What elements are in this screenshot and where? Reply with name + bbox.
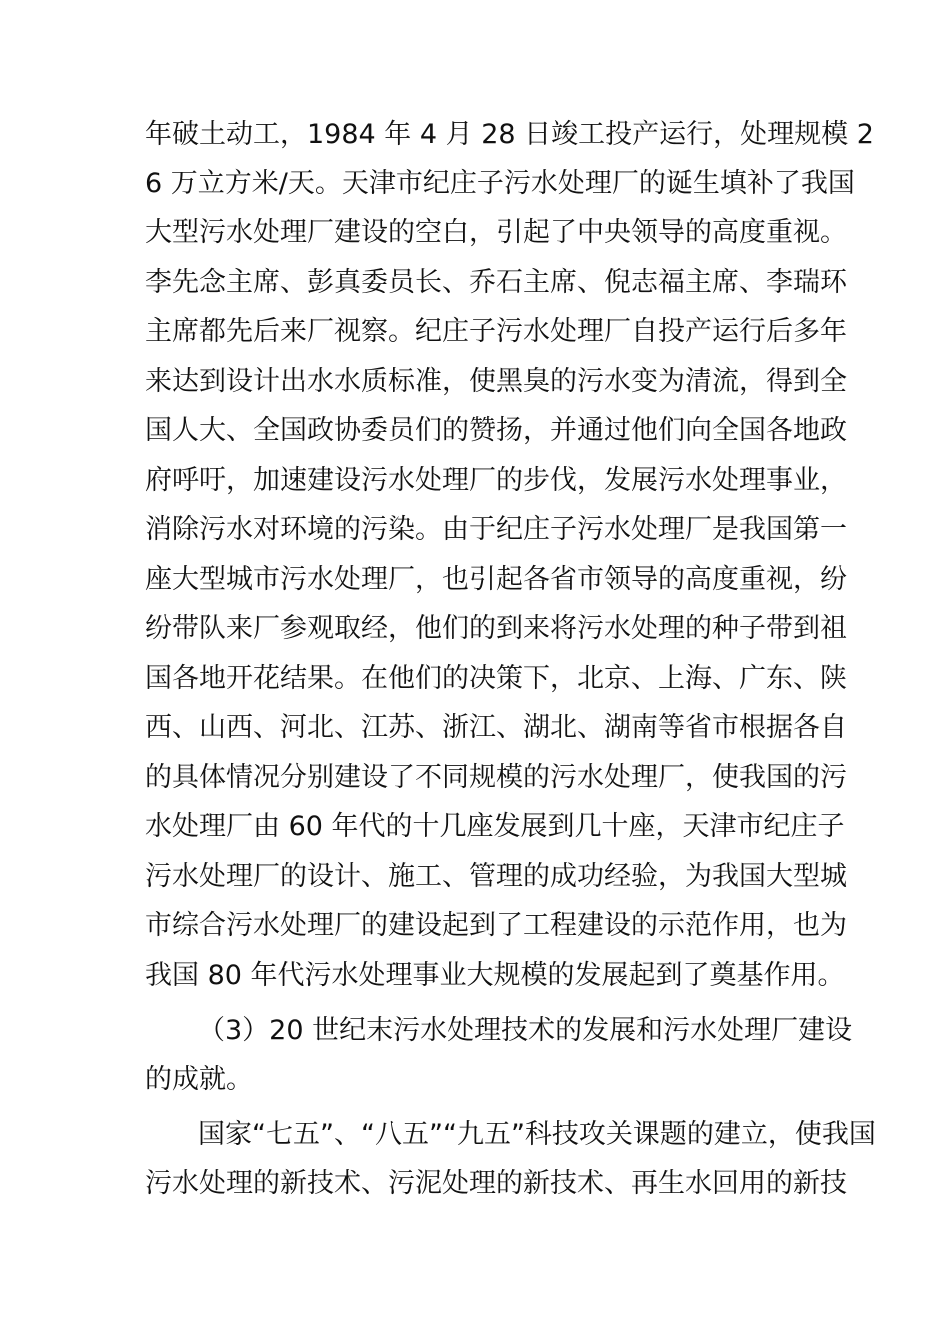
- body-text-line: 主席都先后来厂视察。纪庄子污水处理厂自投产运行后多年: [145, 316, 847, 347]
- body-text-line: 市综合污水处理厂的建设起到了工程建设的示范作用，也为: [145, 910, 847, 941]
- body-text-line: 水处理厂由 60 年代的十几座发展到几十座，天津市纪庄子: [145, 811, 845, 842]
- section-heading-line: 的成就。: [145, 1064, 253, 1095]
- section-heading-line: （3）20 世纪末污水处理技术的发展和污水处理厂建设: [198, 1015, 853, 1046]
- body-text-line: 府呼吁，加速建设污水处理厂的步伐，发展污水处理事业，: [145, 465, 847, 496]
- body-text-line: 大型污水处理厂建设的空白，引起了中央领导的高度重视。: [145, 217, 847, 248]
- body-text-line: 我国 80 年代污水处理事业大规模的发展起到了奠基作用。: [145, 960, 845, 991]
- body-text-line: 西、山西、河北、江苏、浙江、湖北、湖南等省市根据各自: [145, 712, 847, 743]
- body-text-line: 污水处理厂的设计、施工、管理的成功经验，为我国大型城: [145, 861, 847, 892]
- body-text-line: 座大型城市污水处理厂，也引起各省市领导的高度重视，纷: [145, 564, 847, 595]
- body-text-line: 国人大、全国政协委员们的赞扬，并通过他们向全国各地政: [145, 415, 847, 446]
- body-text-line: 来达到设计出水水质标准，使黑臭的污水变为清流，得到全: [145, 366, 847, 397]
- body-text-line: 年破土动工，1984 年 4 月 28 日竣工投产运行，处理规模 2: [145, 119, 874, 150]
- body-text-line: 的具体情况分别建设了不同规模的污水处理厂，使我国的污: [145, 762, 847, 793]
- body-text-line: 国家“七五”、“八五”“九五”科技攻关课题的建立，使我国: [198, 1119, 876, 1150]
- body-text-line: 污水处理的新技术、污泥处理的新技术、再生水回用的新技: [145, 1168, 847, 1199]
- body-text-line: 6 万立方米/天。天津市纪庄子污水处理厂的诞生填补了我国: [145, 168, 855, 199]
- body-text-line: 李先念主席、彭真委员长、乔石主席、倪志福主席、李瑞环: [145, 267, 847, 298]
- body-text-line: 国各地开花结果。在他们的决策下，北京、上海、广东、陕: [145, 663, 847, 694]
- body-text-line: 纷带队来厂参观取经，他们的到来将污水处理的种子带到祖: [145, 613, 847, 644]
- body-text-line: 消除污水对环境的污染。由于纪庄子污水处理厂是我国第一: [145, 514, 847, 545]
